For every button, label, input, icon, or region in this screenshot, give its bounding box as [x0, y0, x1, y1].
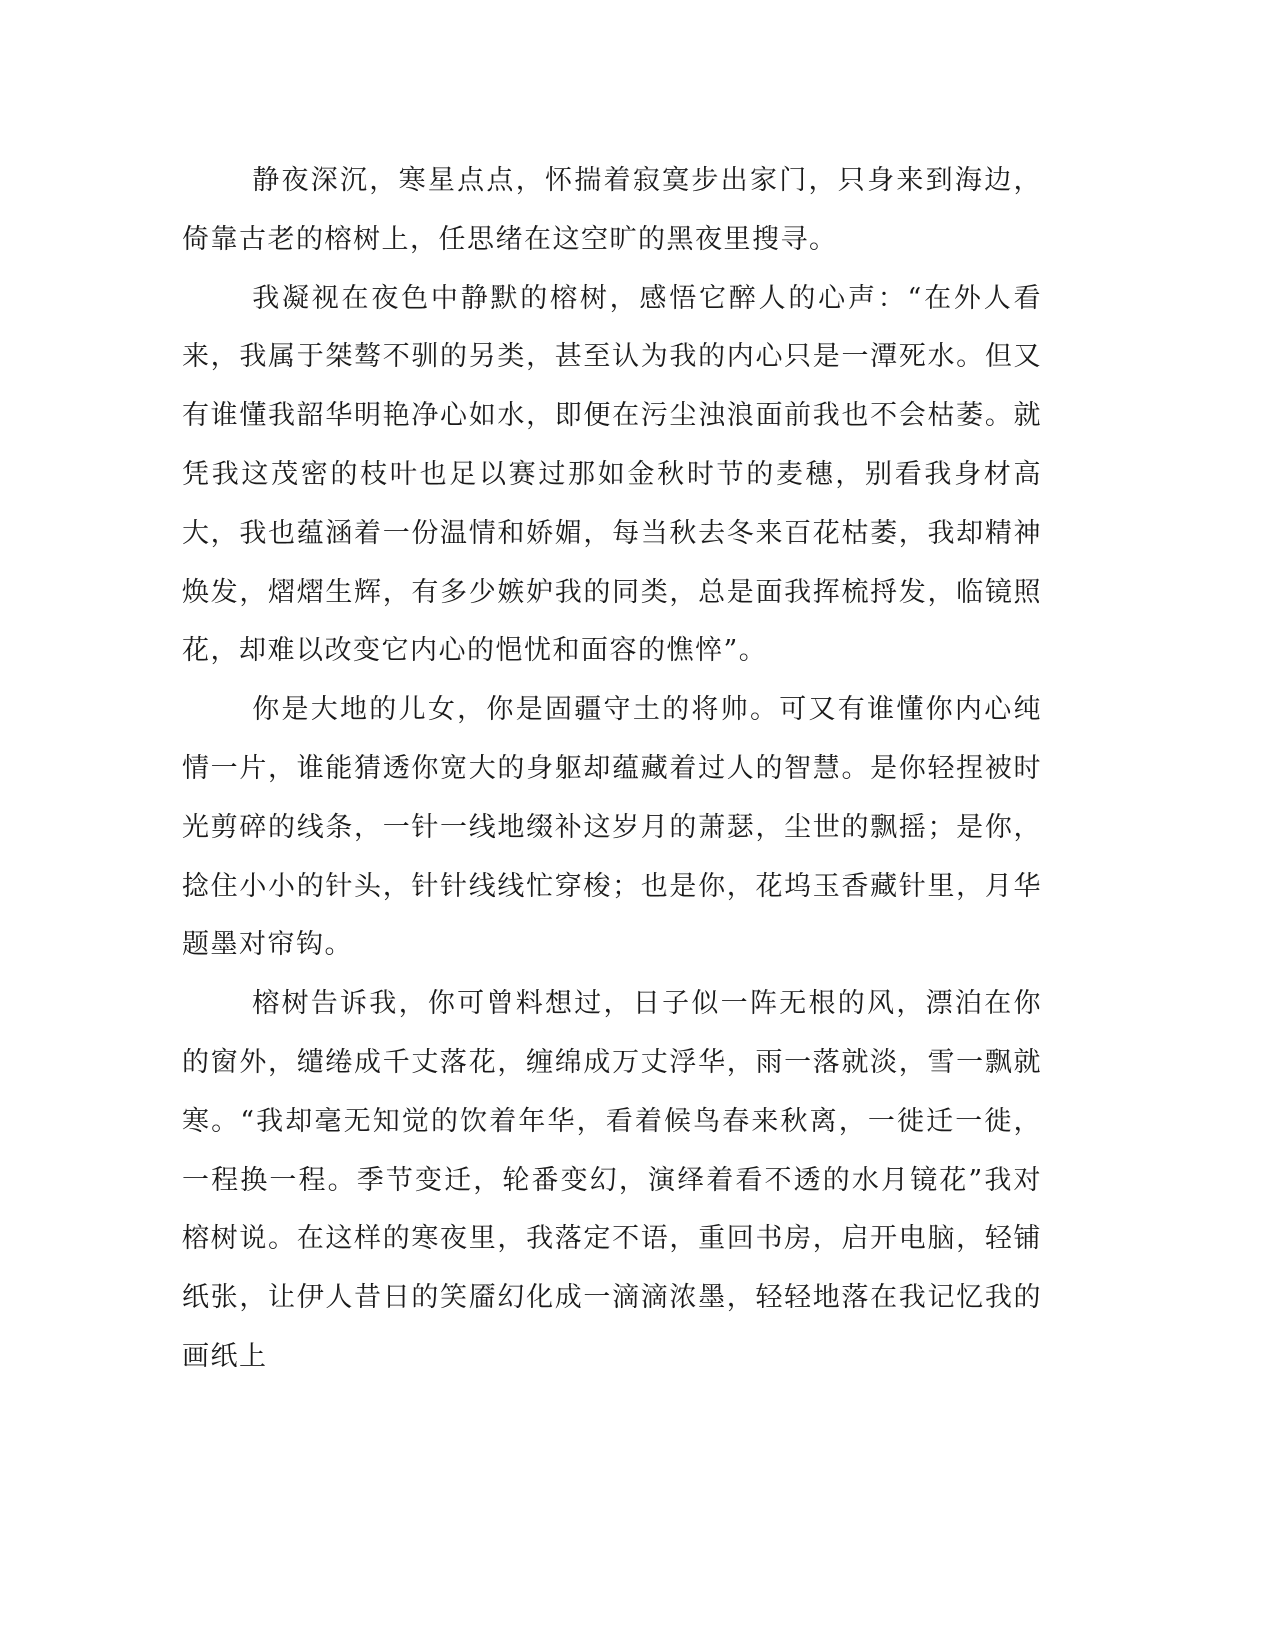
- document-body: [182, 152, 1042, 1387]
- paragraph-4: 榕树告诉我，你可曾料想过，日子似一阵无根的风，漂泊在你的窗外，缱绻成千丈落花，缠绵成万丈浮华，雨一落就淡，雪一飘就寒。“我却毫无知觉的饮着年华，看着候鸟春来秋离，一徙迁一徙，一程换一程。季节变迁，轮番变幻，演绎着看不透的水月镜花”我对榕树说。在这样的寒夜里，我落定不语，重回书房，启开电脑，轻铺纸张，让伊人昔日的笑靥幻化成一滴滴浓墨，轻轻地落在我记忆我的画纸上: [182, 988, 1042, 1372]
- paragraph-2: 我凝视在夜色中静默的榕树，感悟它醉人的心声：“在外人看来，我属于桀骜不驯的另类，甚至认为我的内心只是一潭死水。但又有谁懂我韶华明艳净心如水，即便在污尘浊浪面前我也不会枯萎。就凭我这茂密的枝叶也足以赛过那如金秋时节的麦穗，别看我身材高大，我也蕴涵着一份温情和娇媚，每当秋去冬来百花枯萎，我却精神焕发，熠熠生辉，有多少嫉妒我的同类，总是面我挥梳捋发，临镜照花，却难以改变它内心的悒忧和面容的憔悴”。: [182, 282, 1042, 667]
- paragraph-3: 你是大地的儿女，你是固疆守土的将帅。可又有谁懂你内心纯情一片，谁能猜透你宽大的身躯却蕴藏着过人的智慧。是你轻捏被时光剪碎的线条，一针一线地缀补这岁月的萧瑟，尘世的飘摇；是你，捻住小小的针头，针针线线忙穿梭；也是你，花坞玉香藏针里，月华题墨对帘钩。: [182, 694, 1042, 961]
- paragraph-1: 静夜深沉，寒星点点，怀揣着寂寞步出家门，只身来到海边，倚靠古老的榕树上，任思绪在这空旷的黑夜里搜寻。: [182, 165, 1042, 255]
